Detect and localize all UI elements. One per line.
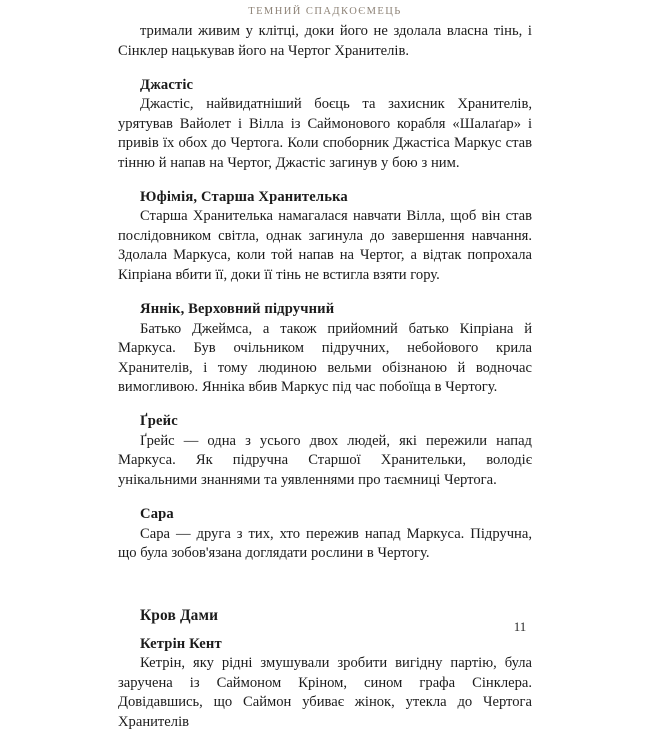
running-head: ТЕМНИЙ СПАДКОЄМЕЦЬ (248, 6, 402, 17)
entry-body-dzhastis: Джастіс, найвидатніший боєць та захисник Хранителів, урятував Вайолет і Вілла із Саймонового корабля «Шалаґар» і привів їх обох до Чертога. Коли споборник Джастіса Маркус став тінню й напав на Чертог, Джастіс загинув у бою з ним. (118, 96, 532, 171)
folio (0, 619, 650, 635)
section-heading-krov-damy: Кров Дами (140, 606, 219, 624)
entry-body-grace: Ґрейс — одна з усього двох людей, які пережили напад Маркуса. Як підручна Старшої Хранительки, володіє унікальними знаннями та уявленнями про таємниці Чертога. (118, 432, 532, 488)
folio-number: 11 (513, 619, 527, 634)
entry-body-yannik: Батько Джеймса, а також прийомний батько Кіпріана й Маркуса. Був очільником підручних, небойового крила Хранителів, і тому людиною вельми обізнаною й водночас вимогливою. Янніка вбив Маркус під час побоїща в Чертогу. (118, 320, 532, 396)
entry-heading-ketrin-kent: Кетрін Кент (140, 635, 222, 652)
entry-heading-yannik: Яннік, Верховний підручний (140, 301, 335, 318)
entry-body-ketrin-kent: Кетрін, яку рідні змушували зробити вигідну партію, була заручена із Саймоном Кріном, сином графа Сінклера. Довідавшись, що Саймон убиває жінок, утекла до Чертога Хранителів (118, 655, 532, 730)
entry-heading-sara: Сара (140, 505, 174, 522)
entry-body-sara: Сара — друга з тих, хто пережив напад Маркуса. Підручна, що була зобов'язана доглядати рослини в Чертогу. (118, 525, 532, 562)
lead-paragraph: тримали живим у клітці, доки його не здолала власна тінь, і Сінклер нацькував його на Чертог Хранителів. (118, 23, 532, 59)
entry-body-yufimiya: Старша Хранителька намагалася навчати Вілла, щоб він став послідовником світла, однак загинула до завершення навчання. Здолала Маркуса, коли той напав на Чертог, а відтак попрохала Кіпріана вбити її, доки її тінь не встигла взяти гору. (118, 208, 532, 284)
entry-heading-yufimiya: Юфімія, Старша Хранителька (140, 188, 348, 205)
entry-heading-dzhastis: Джастіс (140, 76, 194, 93)
entry-heading-grace: Ґрейс (140, 413, 178, 430)
